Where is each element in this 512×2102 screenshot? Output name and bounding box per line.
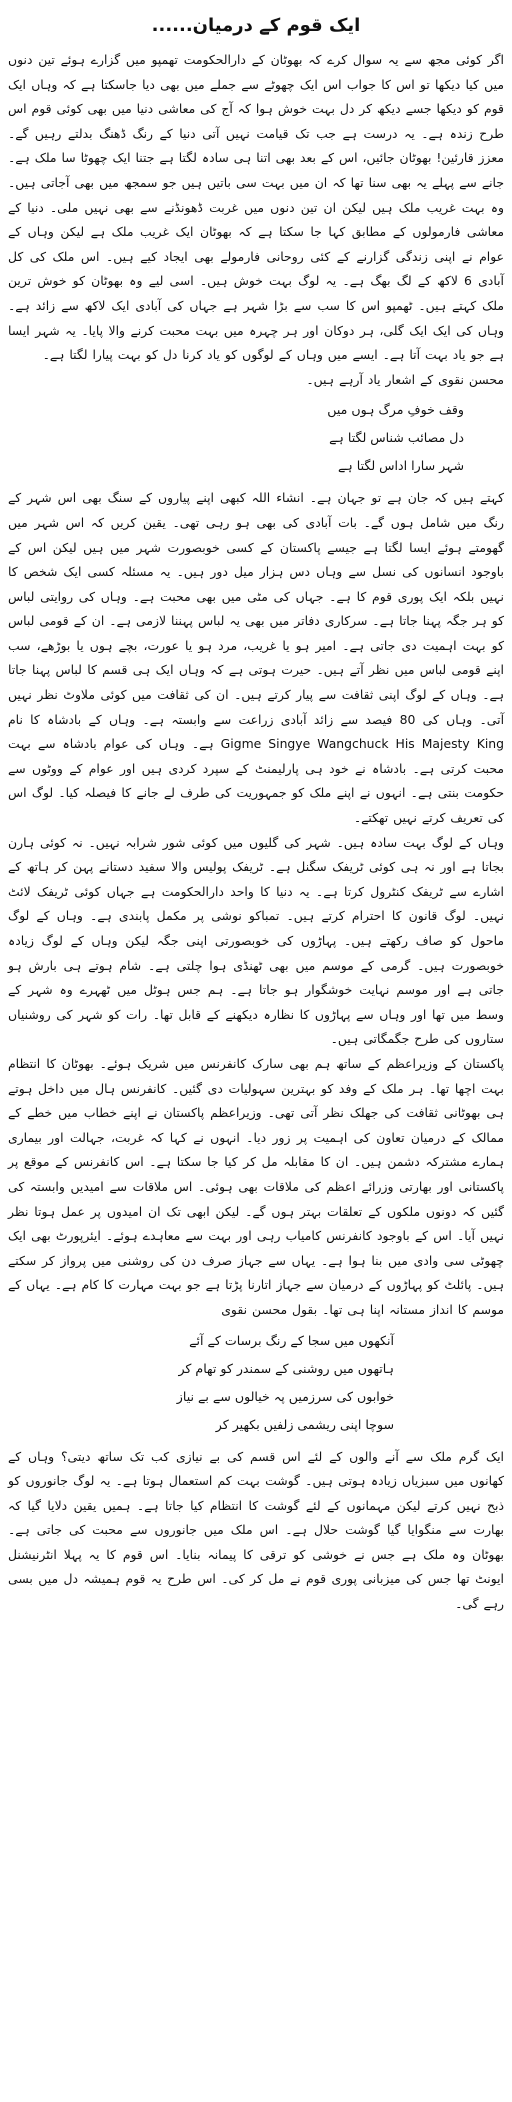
poetry-verse-block xyxy=(8,396,504,480)
poetry-line: خوابوں کی سرزمیں پہ خیالوں سے بے نیاز xyxy=(176,1388,394,1404)
poetry-line: ہاتھوں میں روشنی کے سمندر کو تھام کر xyxy=(178,1360,394,1376)
article-paragraph: کہتے ہیں کہ جان ہے تو جہان ہے۔ انشاء اللہ کبھی اپنے پیاروں کے سنگ بھی اس شہر کے رنگ میں شامل ہوں گے۔ بات آبادی کی بھی ہو رہی تھی۔ یقین کریں کہ اس شہر میں گھومتے ہوئے ایسا لگتا ہے جیسے پاکستان کے کسی خوبصورت شہر میں ہیں لیکن اس کے باوجود انسانوں کی نسل سے وہاں دس ہزار میل دور ہیں۔ یہ مسئلہ کسی ایک شخص کا نہیں بلکہ ایک پوری قوم کا ہے۔ جہاں کی مٹی میں بھی محبت ہے۔ وہاں کی روایتی لباس کو ہر جگہ پہنا جاتا ہے۔ سرکاری دفاتر میں بھی یہ لباس پہننا لازمی ہے۔ ان کے قومی لباس کو بہت اہمیت دی جاتی ہے۔ امیر ہو یا غریب، مرد ہو یا عورت، بچے ہوں یا بوڑھے، سب اپنے قومی لباس میں نظر آتے ہیں۔ حیرت ہوتی ہے کہ وہاں ایک ہی قسم کا لباس پہنا جاتا ہے۔ وہاں کے لوگ اپنی ثقافت سے پیار کرتے ہیں۔ ان کی ثقافت میں کوئی ملاوٹ نظر نہیں آتی۔ وہاں کی 80 فیصد سے زائد آبادی زراعت سے وابستہ ہے۔ وہاں کے بادشاہ کا نام Gigme Singye Wangchuck His Majesty King ہے۔ وہاں کی عوام بادشاہ سے بہت محبت کرتی ہے۔ بادشاہ نے خود ہی پارلیمنٹ کے سپرد کردی ہیں اور عوام کے ووٹوں سے حکومت بنتی ہے۔ انہوں نے اپنے ملک کو جمہوریت کی طرف لے جانے کا فیصلہ کیا۔ لوگ اس کی تعریف کرتے نہیں تھکتے۔ xyxy=(8,490,505,826)
poetry-line: سوچا اپنی ریشمی زلفیں بکھیر کر xyxy=(215,1416,394,1432)
poetry-line: شہر سارا اداس لگتا ہے xyxy=(337,458,464,474)
poetry-line: وقف خوفِ مرگ ہوں میں xyxy=(327,402,464,418)
article-paragraph: وہاں کے لوگ بہت سادہ ہیں۔ شہر کی گلیوں میں کوئی شور شرابہ نہیں۔ نہ کوئی ہارن بجاتا ہے اور نہ ہی کوئی ٹریفک سگنل ہے۔ ٹریفک پولیس والا سفید دستانے پہن کر ہاتھ کے اشارے سے ٹریفک کنٹرول کرتا ہے۔ یہ دنیا کا واحد دارالحکومت ہے جہاں کوئی ٹریفک لائٹ نہیں۔ لوگ قانون کا احترام کرتے ہیں۔ تمباکو نوشی پر مکمل پابندی ہے۔ وہاں کے لوگ ماحول کو صاف رکھتے ہیں۔ پہاڑوں کی خوبصورتی اپنی جگہ لیکن وہاں کے لوگ زیادہ خوبصورت ہیں۔ گرمی کے موسم میں بھی ٹھنڈی ہوا چلتی ہے۔ شام ہوتے ہی بارش ہو جاتی ہے اور موسم نہایت خوشگوار ہو جاتا ہے۔ ہم جس ہوٹل میں ٹھہرے وہ شہر کے وسط میں تھا اور وہاں سے پہاڑوں کا نظارہ دیکھنے کے قابل تھا۔ رات کو شہر کی روشنیاں ستاروں کی طرح جگمگاتی ہیں۔ xyxy=(8,834,504,1047)
article-paragraph: پاکستان کے وزیراعظم کے ساتھ ہم بھی سارک کانفرنس میں شریک ہوئے۔ بھوٹان کا انتظام بہت اچھا تھا۔ ہر ملک کے وفد کو بہترین سہولیات دی گئیں۔ کانفرنس ہال میں داخل ہوتے ہی بھوٹانی ثقافت کی جھلک نظر آتی تھی۔ وزیراعظم پاکستان نے اپنے خطاب میں خطے کے ممالک کے درمیان تعاون کی اہمیت پر زور دیا۔ انہوں نے کہا کہ غربت، جہالت اور بیماری ہمارے مشترکہ دشمن ہیں۔ ان کا مقابلہ مل کر کیا جا سکتا ہے۔ اس کانفرنس کے موقع پر پاکستانی اور بھارتی وزرائے اعظم کی ملاقات بھی ہوئی۔ اس ملاقات سے امیدیں وابستہ کی گئیں کہ دونوں ملکوں کے تعلقات بہتر ہوں گے۔ لیکن ابھی تک ان امیدوں پر عمل ہوتا نظر نہیں آیا۔ اس کے باوجود کانفرنس کامیاب رہی اور بہت سے معاہدے ہوئے۔ ایئرپورٹ بھی ایک چھوٹی سی وادی میں بنا ہوا ہے۔ یہاں سے جہاز صرف دن کی روشنی میں پرواز کر سکتے ہیں۔ پائلٹ کو پہاڑوں کے درمیان سے جہاز اتارنا پڑتا ہے جو بہت مہارت کا کام ہے۔ یہاں کے موسم کا انداز مستانہ اپنا ہی تھا۔ بقول محسن نقوی xyxy=(8,1055,504,1317)
poetry-line: دل مصائب شناس لگتا ہے xyxy=(329,430,464,446)
article-paragraph: اگر کوئی مجھ سے یہ سوال کرے کہ بھوٹان کے دارالحکومت تھمپو میں گزارے ہوئے تین دنوں میں کیا دیکھا تو اس کا جواب اس ایک چھوٹے سے جملے میں بھی دیا جاسکتا ہے کہ وہاں ایک قوم کو دیکھا جسے دیکھ کر دل بہت خوش ہوا کہ آج کی معاشی دنیا میں بھی کوئی قوم اس طرح زندہ ہے۔ یہ درست ہے جب تک قیامت نہیں آتی دنیا کے رنگ ڈھنگ بدلتے رہیں گے۔ معزز قارئین! بھوٹان جائیں، اس کے بعد بھی اتنا ہی سادہ لگتا ہے جتنا ایک چھوٹا سا ملک ہے۔ جانے سے پہلے یہ بھی سنا تھا کہ ان میں بہت سی باتیں ہیں جو سمجھ میں بھی آجاتی ہیں۔ وہ بہت غریب ملک ہیں لیکن ان تین دنوں میں غربت ڈھونڈنے سے بھی نہیں ملی۔ دنیا کے معاشی فارمولوں کے مطابق کہا جا سکتا ہے کہ بھوٹان ایک غریب ملک ہے لیکن وہاں کے عوام نے اپنی زندگی گزارنے کے کئی روحانی فارمولے بھی ایجاد کیے ہیں۔ اس ملک کی کل آبادی 6 لاکھ کے لگ بھگ ہے۔ یہ لوگ بہت خوش ہیں۔ اسی لیے وہ بھوٹان کو خوش ترین ملک کہتے ہیں۔ ٹھمپو اس کا سب سے بڑا شہر ہے جہاں کی آبادی ایک لاکھ سے زائد ہے۔ وہاں کی ایک ایک گلی، ہر دوکان اور ہر چہرہ میں بہت محبت کرنے والا پایا۔ یہ شہر ایسا ہے جو یاد بہت آتا ہے۔ ایسے میں وہاں کے لوگوں کو یاد کرنا دل کو بہت پیارا لگتا ہے۔ xyxy=(8,52,504,363)
article-title: ایک قوم کے درمیان...... xyxy=(151,15,361,36)
article-paragraph: ایک گرم ملک سے آنے والوں کے لئے اس قسم کی بے نیازی کب تک ساتھ دیتی؟ وہاں کے کھانوں میں سبزیاں زیادہ ہوتی ہیں۔ گوشت بہت کم استعمال ہوتا ہے۔ یہ لوگ جانوروں کو ذبح نہیں کرتے لیکن مہمانوں کے لئے گوشت کا انتظام کیا جاتا ہے۔ ہمیں یقین دلایا گیا کہ بھارت سے منگوایا گیا گوشت حلال ہے۔ اس ملک میں جانوروں سے محبت کی جاتی ہے۔ بھوٹان وہ ملک ہے جس نے خوشی کو ترقی کا پیمانہ بنایا۔ اس قوم کا یہ پہلا انٹرنیشنل ایونٹ تھا جس کی میزبانی پوری قوم نے مل کر کی۔ اس طرح یہ قوم ہمیشہ دل میں بسی رہے گی۔ xyxy=(8,1448,504,1612)
article-paragraph: محسن نقوی کے اشعار یاد آرہے ہیں۔ xyxy=(306,371,504,387)
poetry-verse-block xyxy=(8,1327,504,1439)
poetry-line: آنکھوں میں سجا کے رنگ برسات کے آئے xyxy=(189,1332,394,1348)
